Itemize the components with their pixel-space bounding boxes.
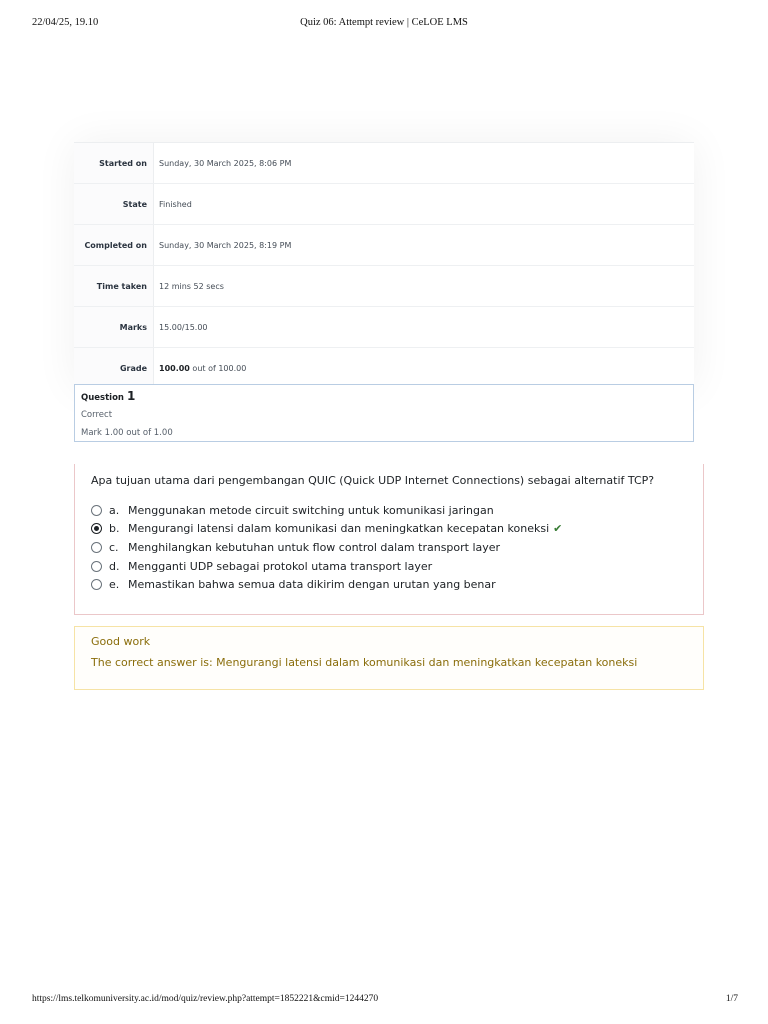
radio-button[interactable]: [91, 505, 102, 516]
option-letter: a.: [109, 503, 120, 517]
question-info-box: [74, 384, 694, 442]
summary-label: Marks: [74, 307, 154, 348]
option-text: Memastikan bahwa semua data dikirim dengan urutan yang benar: [128, 578, 496, 592]
summary-row-time-taken: [74, 266, 694, 307]
radio-button[interactable]: [91, 561, 102, 572]
summary-row-grade: [74, 348, 694, 389]
summary-row-completed-on: [74, 225, 694, 266]
answer-option-a[interactable]: [91, 501, 695, 520]
radio-button-selected[interactable]: [91, 523, 102, 534]
answer-option-c[interactable]: [91, 538, 695, 557]
grade-score: 100.00: [159, 363, 190, 373]
general-feedback: Good work: [91, 635, 151, 648]
option-text: Mengurangi latensi dalam komunikasi dan meningkatkan kecepatan koneksi: [128, 522, 550, 536]
print-footer: [32, 994, 738, 1008]
option-text: Menggunakan metode circuit switching untuk komunikasi jaringan: [128, 503, 494, 517]
summary-value: 15.00/15.00: [154, 307, 695, 348]
summary-row-started-on: [74, 143, 694, 184]
answer-option-d[interactable]: [91, 557, 695, 576]
summary-row-marks: [74, 307, 694, 348]
grade-suffix: out of 100.00: [189, 363, 247, 373]
radio-button[interactable]: [91, 542, 102, 553]
radio-button[interactable]: [91, 579, 102, 590]
attempt-summary-table: [74, 142, 694, 389]
question-state: Correct: [81, 410, 113, 420]
option-text: Mengganti UDP sebagai protokol utama transport layer: [128, 559, 433, 573]
summary-value: [154, 348, 695, 389]
page-number: 1/7: [725, 994, 738, 1004]
summary-label: Completed on: [74, 225, 154, 266]
check-icon: ✔: [553, 522, 563, 536]
print-url: https://lms.telkomuniversity.ac.id/mod/quiz/review.php?attempt=1852221&cmid=1244270: [32, 994, 379, 1004]
summary-value: Sunday, 30 March 2025, 8:06 PM: [154, 143, 695, 184]
option-letter: b.: [109, 522, 120, 536]
question-number-value: 1: [126, 389, 136, 403]
answer-option-b[interactable]: [91, 520, 695, 539]
option-letter: c.: [109, 540, 119, 554]
feedback-box: [74, 626, 704, 690]
summary-label: Started on: [74, 143, 154, 184]
summary-label: Grade: [74, 348, 154, 389]
summary-value: Sunday, 30 March 2025, 8:19 PM: [154, 225, 695, 266]
question-content: [74, 464, 704, 615]
print-date: 22/04/25, 19.10: [32, 17, 99, 28]
summary-row-state: [74, 184, 694, 225]
option-letter: e.: [109, 578, 120, 592]
summary-label: Time taken: [74, 266, 154, 307]
question-text: Apa tujuan utama dari pengembangan QUIC (Quick UDP Internet Connections) sebagai alternatif TCP?: [91, 474, 655, 487]
option-letter: d.: [109, 559, 120, 573]
summary-value: 12 mins 52 secs: [154, 266, 695, 307]
right-answer: The correct answer is: Mengurangi latensi dalam komunikasi dan meningkatkan kecepatan koneksi: [91, 656, 638, 669]
summary-label: State: [74, 184, 154, 225]
option-text: Menghilangkan kebutuhan untuk flow control dalam transport layer: [128, 540, 501, 554]
question-label: Question: [81, 393, 124, 403]
question-number: [81, 389, 685, 405]
answer-options: [91, 501, 695, 594]
summary-value: Finished: [154, 184, 695, 225]
print-header: [32, 17, 736, 31]
question-mark: Mark 1.00 out of 1.00: [81, 428, 173, 438]
print-page-title: Quiz 06: Attempt review | CeLOE LMS: [300, 17, 468, 28]
answer-option-e[interactable]: [91, 575, 695, 594]
